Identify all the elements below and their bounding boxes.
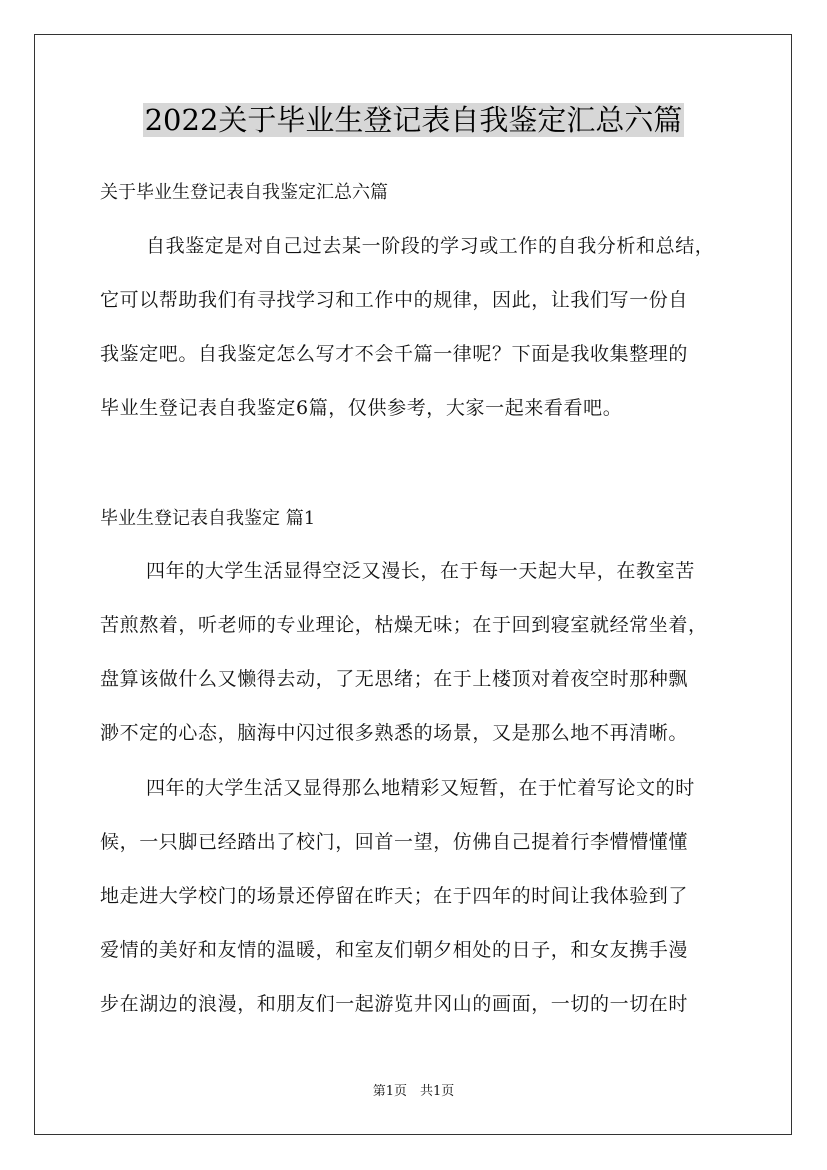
paragraph-line: 候，一只脚已经踏出了校门，回首一望，仿佛自己提着行李懵懵懂懂	[100, 831, 689, 853]
paragraph-line: 它可以帮助我们有寻找学习和工作中的规律，因此，让我们写一份自	[100, 289, 689, 311]
document-title	[0, 98, 827, 142]
paragraph-line: 盘算该做什么又懒得去动，了无思绪；在于上楼顶对着夜空时那种飘	[100, 668, 689, 690]
intro-paragraph	[100, 219, 740, 435]
document-title-text: 2022关于毕业生登记表自我鉴定汇总六篇	[144, 103, 683, 137]
paragraph-line: 渺不定的心态，脑海中闪过很多熟悉的场景，又是那么地不再清晰。	[100, 722, 689, 744]
section-paragraph-1	[100, 544, 740, 760]
section-heading: 毕业生登记表自我鉴定 篇1	[100, 508, 316, 529]
paragraph-line: 爱情的美好和友情的温暖，和室友们朝夕相处的日子，和女友携手漫	[100, 939, 689, 961]
paragraph-line: 四年的大学生活又显得那么地精彩又短暂，在于忙着写论文的时	[146, 777, 695, 799]
paragraph-line: 我鉴定吧。自我鉴定怎么写才不会千篇一律呢？下面是我收集整理的	[100, 343, 689, 365]
paragraph-line: 毕业生登记表自我鉴定6篇，仅供参考，大家一起来看看吧。	[100, 397, 623, 419]
paragraph-line: 苦煎熬着，听老师的专业理论，枯燥无味；在于回到寝室就经常坐着，	[100, 614, 708, 636]
page-footer: 第1页 共1页	[372, 1084, 455, 1099]
paragraph-line: 地走进大学校门的场景还停留在昨天；在于四年的时间让我体验到了	[100, 885, 689, 907]
paragraph-line: 四年的大学生活显得空泛又漫长，在于每一天起大早，在教室苦	[146, 560, 695, 582]
document-subtitle: 关于毕业生登记表自我鉴定汇总六篇	[100, 182, 388, 203]
paragraph-line: 自我鉴定是对自己过去某一阶段的学习或工作的自我分析和总结，	[146, 235, 715, 257]
section-paragraph-2	[100, 761, 740, 1031]
paragraph-line: 步在湖边的浪漫，和朋友们一起游览井冈山的画面，一切的一切在时	[100, 993, 689, 1015]
